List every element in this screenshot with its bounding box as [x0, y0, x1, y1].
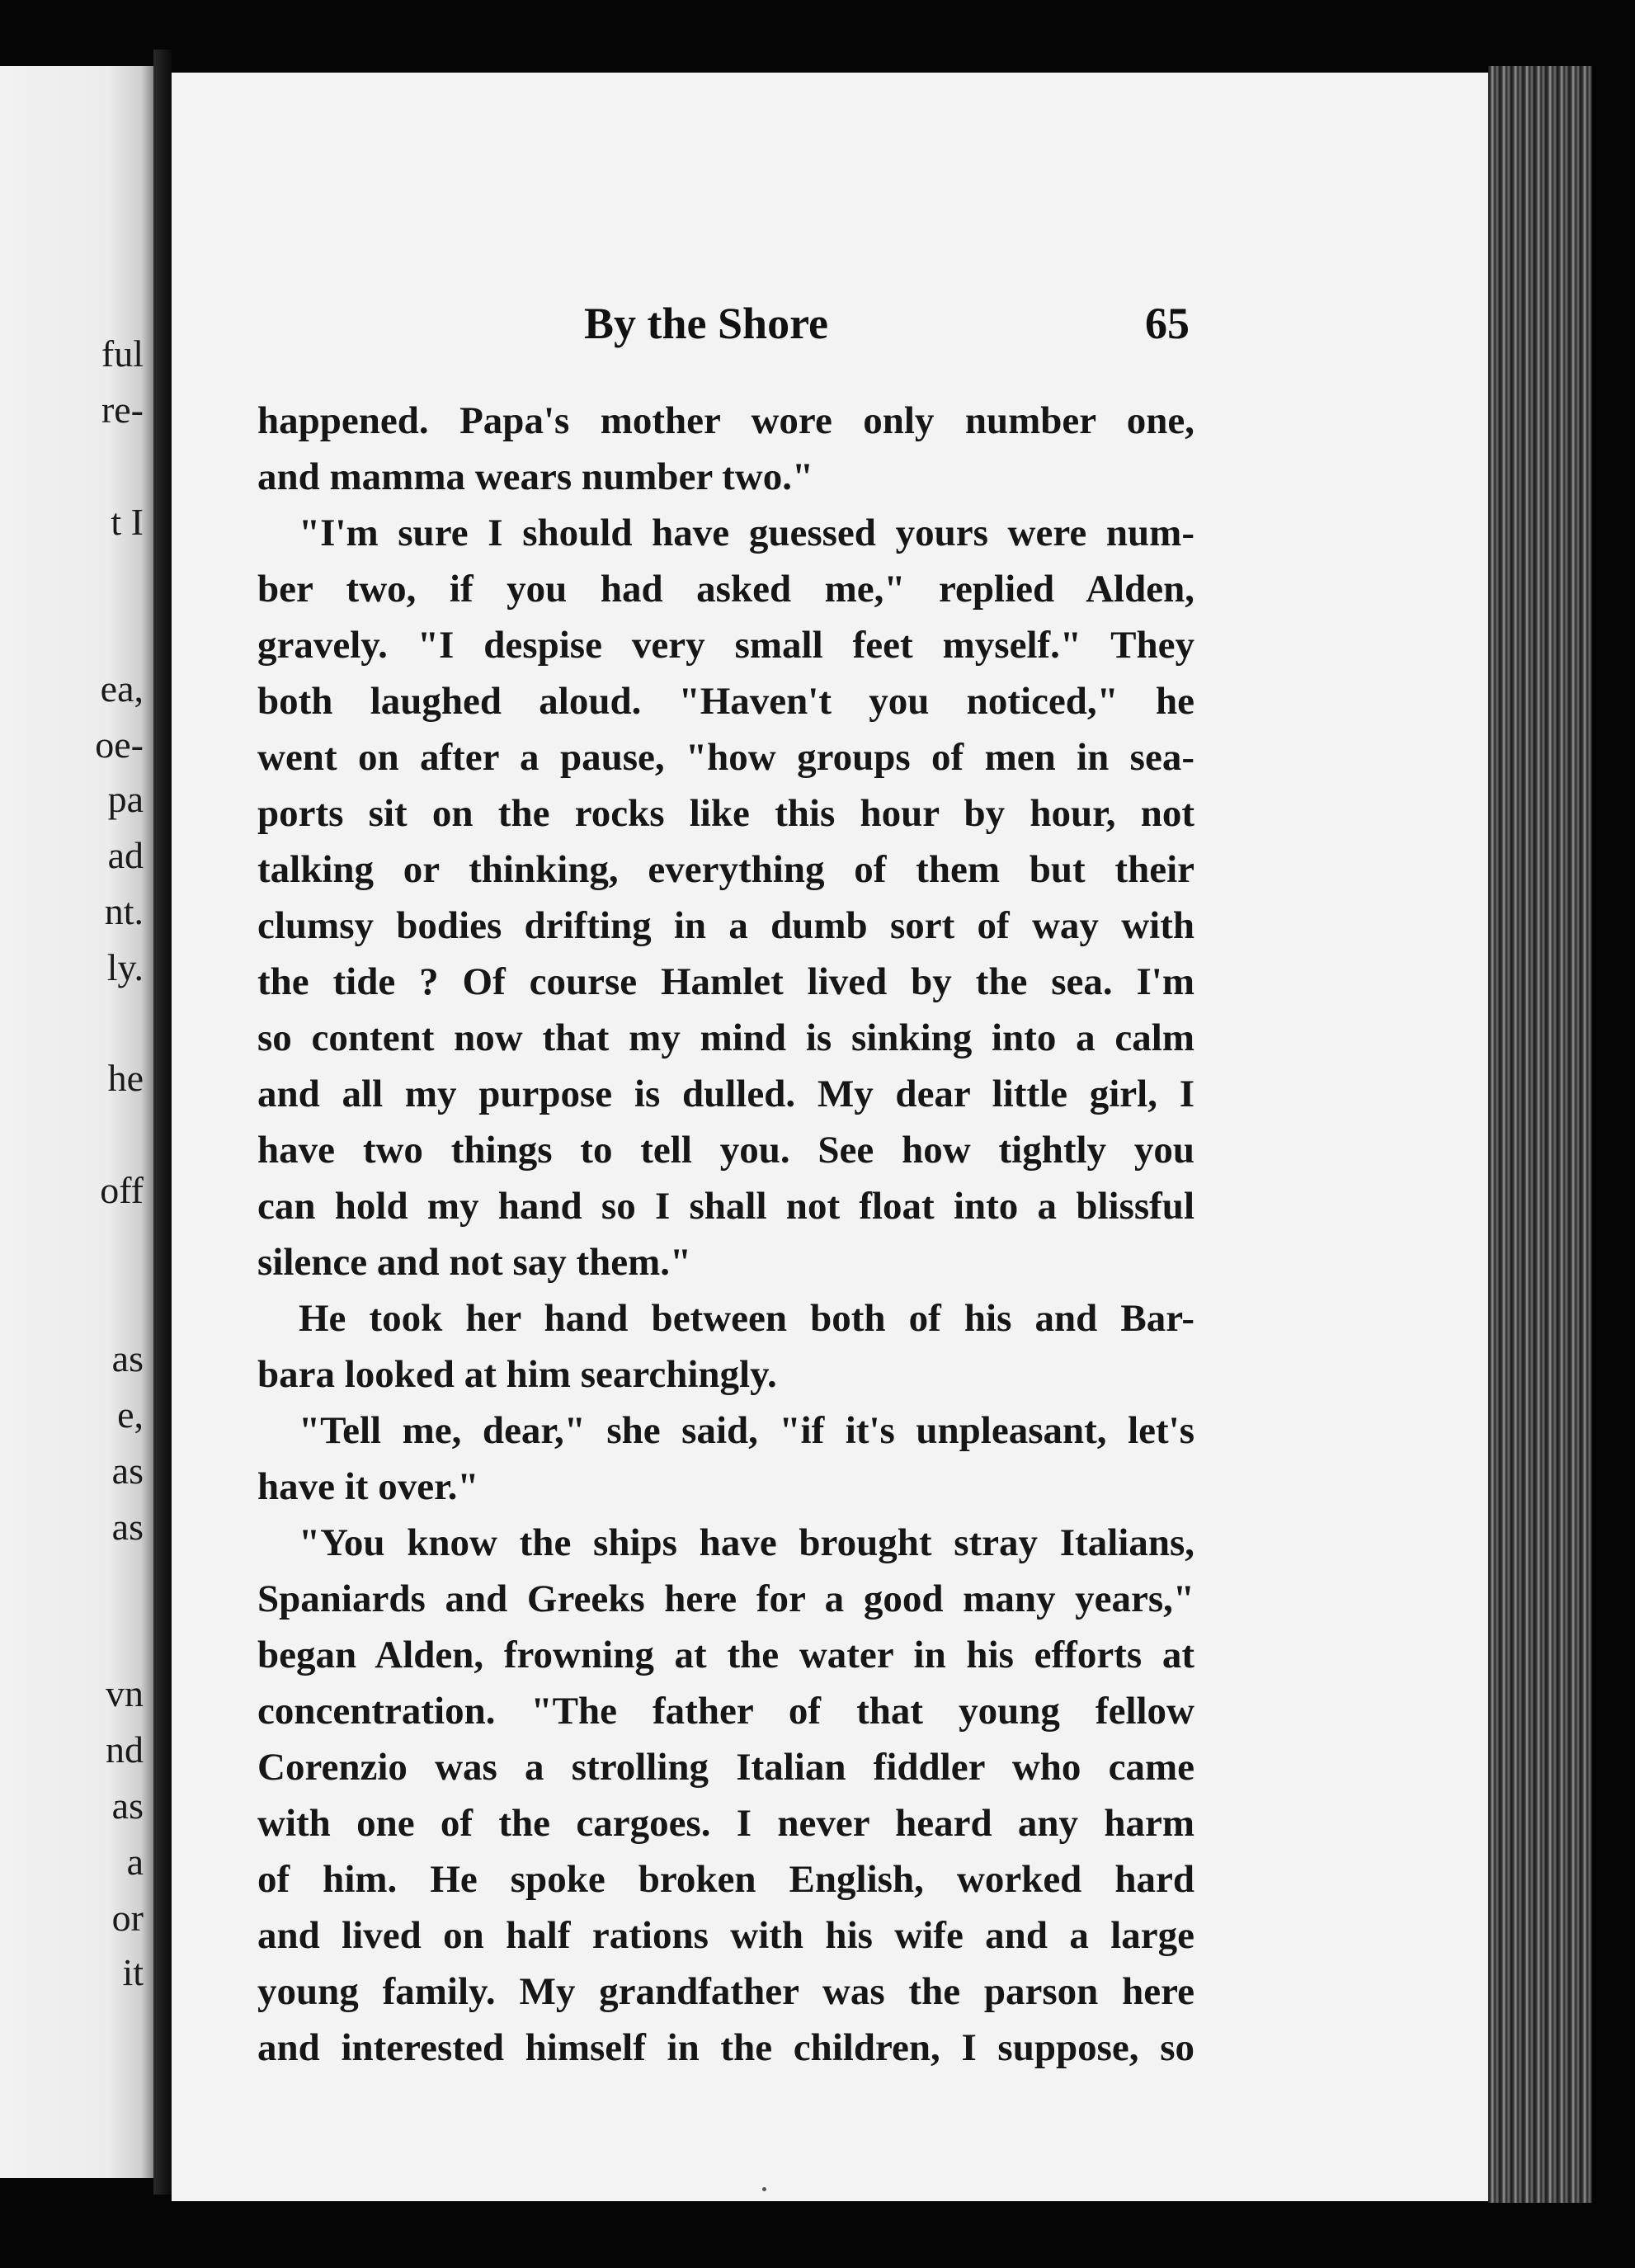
text-line: He took her hand between both of his and Bar- [299, 1297, 1194, 1340]
text-line: ber two, if you had asked me," replied Alden, [257, 568, 1194, 611]
facing-page-fragment: pa [107, 778, 144, 820]
text-line: silence and not say them." [257, 1241, 692, 1284]
facing-page-fragment: off [100, 1169, 144, 1211]
text-line: concentration. "The father of that young fellow [257, 1690, 1194, 1733]
page-mark [762, 2187, 766, 2191]
facing-page-fragment: ad [107, 834, 144, 876]
text-line: young family. My grandfather was the parson here [257, 1970, 1194, 2013]
text-line: "I'm sure I should have guessed yours were num- [299, 512, 1194, 554]
text-line: Corenzio was a strolling Italian fiddler who came [257, 1746, 1194, 1789]
running-header [172, 298, 1488, 356]
book-page [172, 73, 1488, 2201]
facing-page-fragment: re- [101, 389, 144, 431]
text-line: both laughed aloud. "Haven't you noticed," he [257, 680, 1194, 723]
text-line: have two things to tell you. See how tightly you [257, 1129, 1194, 1172]
text-line: "Tell me, dear," she said, "if it's unpleasant, let's [299, 1409, 1194, 1452]
text-line: and mamma wears number two." [257, 455, 814, 498]
text-line: and interested himself in the children, I suppose, so [257, 2026, 1194, 2069]
text-line: the tide ? Of course Hamlet lived by the sea. I'm [257, 960, 1194, 1003]
body-text [257, 393, 1194, 2076]
running-title: By the Shore [584, 299, 829, 348]
text-line: talking or thinking, everything of them but their [257, 848, 1194, 891]
facing-page-fragment: vn [106, 1672, 144, 1714]
facing-page-fragment: as [111, 1450, 144, 1492]
text-line: have it over." [257, 1465, 479, 1508]
text-line: so content now that my mind is sinking into a calm [257, 1016, 1194, 1059]
text-line: Spaniards and Greeks here for a good many years," [257, 1577, 1194, 1620]
text-line: happened. Papa's mother wore only number one, [257, 399, 1194, 442]
facing-page-fragment: e, [117, 1393, 144, 1436]
text-line: went on after a pause, "how groups of men in sea- [257, 736, 1194, 779]
facing-page-fragment: nd [106, 1728, 144, 1771]
text-line: began Alden, frowning at the water in his efforts at [257, 1634, 1194, 1676]
facing-page-fragment: it [122, 1951, 144, 1993]
facing-page-fragment: a [126, 1841, 144, 1883]
facing-page-fragment: as [111, 1506, 144, 1548]
facing-page-fragment: oe- [95, 724, 144, 766]
facing-page-fragment: ful [101, 332, 144, 375]
text-line: gravely. "I despise very small feet myself." They [257, 624, 1194, 667]
facing-page-fragment: nt. [104, 890, 144, 932]
text-line: bara looked at him searchingly. [257, 1353, 777, 1396]
facing-page-fragment: ly. [106, 946, 144, 988]
page-edges [1488, 66, 1592, 2203]
facing-page-fragment: or [111, 1897, 144, 1939]
text-line: and all my purpose is dulled. My dear little girl, I [257, 1073, 1194, 1115]
text-line: can hold my hand so I shall not float into a blissful [257, 1185, 1194, 1228]
text-line: of him. He spoke broken English, worked hard [257, 1858, 1194, 1901]
text-line: and lived on half rations with his wife and a large [257, 1914, 1194, 1957]
text-line: "You know the ships have brought stray Italians, [299, 1521, 1194, 1564]
text-line: clumsy bodies drifting in a dumb sort of way with [257, 904, 1194, 947]
facing-page-fragment: as [111, 1337, 144, 1379]
text-line: with one of the cargoes. I never heard any harm [257, 1802, 1194, 1845]
facing-page-fragment: as [111, 1785, 144, 1827]
text-line: ports sit on the rocks like this hour by hour, not [257, 792, 1194, 835]
page-number: 65 [1145, 299, 1190, 348]
facing-page-fragment: ea, [100, 667, 144, 710]
facing-page-fragment: t I [111, 501, 144, 543]
facing-page-fragment: he [107, 1057, 144, 1099]
facing-page-edge [0, 66, 153, 2178]
book-gutter [153, 50, 172, 2195]
